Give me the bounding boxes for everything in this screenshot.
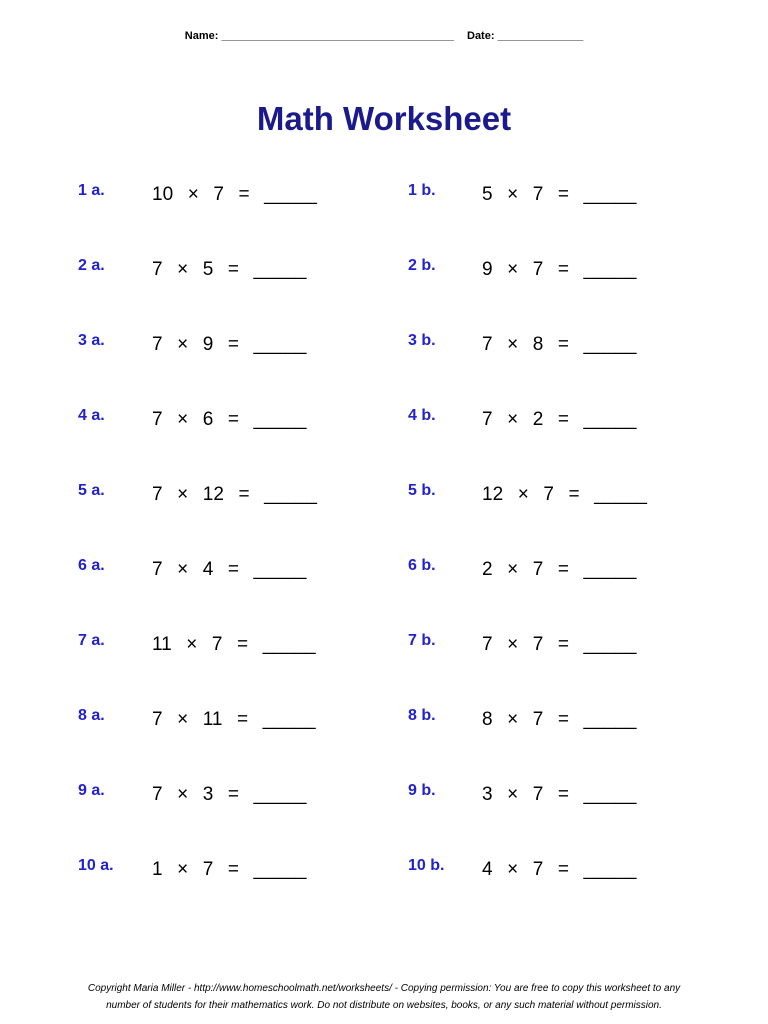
problem-label: 1 b.	[408, 182, 436, 199]
problem-expression: 7 × 7 = _____	[482, 634, 637, 655]
page-title: Math Worksheet	[256, 100, 512, 137]
problem-label: 6 b.	[408, 557, 436, 574]
problem-expression: 12 × 7 = _____	[482, 484, 647, 505]
problem-label: 3 a.	[78, 332, 105, 349]
problem-label: 2 b.	[408, 257, 436, 274]
problem-label: 5 b.	[408, 482, 436, 499]
problem-label: 9 a.	[78, 782, 105, 799]
problem-label: 3 b.	[408, 332, 436, 349]
problem-label: 8 b.	[408, 707, 436, 724]
problem-expression: 2 × 7 = _____	[482, 559, 637, 580]
problem-expression: 1 × 7 = _____	[152, 859, 307, 880]
footer-line-1: Copyright Maria Miller - http://www.homeschoolmath.net/worksheets/ - Copying permission: You are free to copy this worksheet to any	[87, 983, 681, 994]
problem-expression: 7 × 6 = _____	[152, 409, 307, 430]
footer-line-2: number of students for their mathematics work. Do not distribute on websites, books, or any such material without permission.	[106, 1000, 662, 1011]
problem-label: 4 b.	[408, 407, 436, 424]
copyright-footer	[60, 980, 708, 1014]
name-field-label: Name: ______________________________________	[184, 30, 454, 42]
problem-expression: 7 × 8 = _____	[482, 334, 637, 355]
problem-expression: 5 × 7 = _____	[482, 184, 637, 205]
problem-label: 8 a.	[78, 707, 105, 724]
problem-expression: 7 × 5 = _____	[152, 259, 307, 280]
problem-expression: 7 × 9 = _____	[152, 334, 307, 355]
date-field-label: Date: ______________	[467, 30, 584, 42]
problem-label: 1 a.	[78, 182, 105, 199]
problem-expression: 11 × 7 = _____	[152, 634, 316, 655]
problem-label: 4 a.	[78, 407, 105, 424]
header-line	[0, 30, 768, 42]
problem-expression: 8 × 7 = _____	[482, 709, 637, 730]
problem-label: 6 a.	[78, 557, 105, 574]
problem-expression: 10 × 7 = _____	[152, 184, 317, 205]
problem-expression: 7 × 3 = _____	[152, 784, 307, 805]
problem-label: 10 b.	[408, 857, 445, 874]
problem-label: 7 a.	[78, 632, 105, 649]
problem-expression: 7 × 4 = _____	[152, 559, 307, 580]
problem-expression: 4 × 7 = _____	[482, 859, 637, 880]
problem-expression: 7 × 11 = _____	[152, 709, 316, 730]
problem-expression: 7 × 2 = _____	[482, 409, 637, 430]
problem-label: 5 a.	[78, 482, 105, 499]
problem-label: 2 a.	[78, 257, 105, 274]
problem-label: 9 b.	[408, 782, 436, 799]
problem-label: 7 b.	[408, 632, 436, 649]
problem-expression: 7 × 12 = _____	[152, 484, 317, 505]
problem-expression: 3 × 7 = _____	[482, 784, 637, 805]
problem-expression: 9 × 7 = _____	[482, 259, 637, 280]
problem-label: 10 a.	[78, 857, 114, 874]
